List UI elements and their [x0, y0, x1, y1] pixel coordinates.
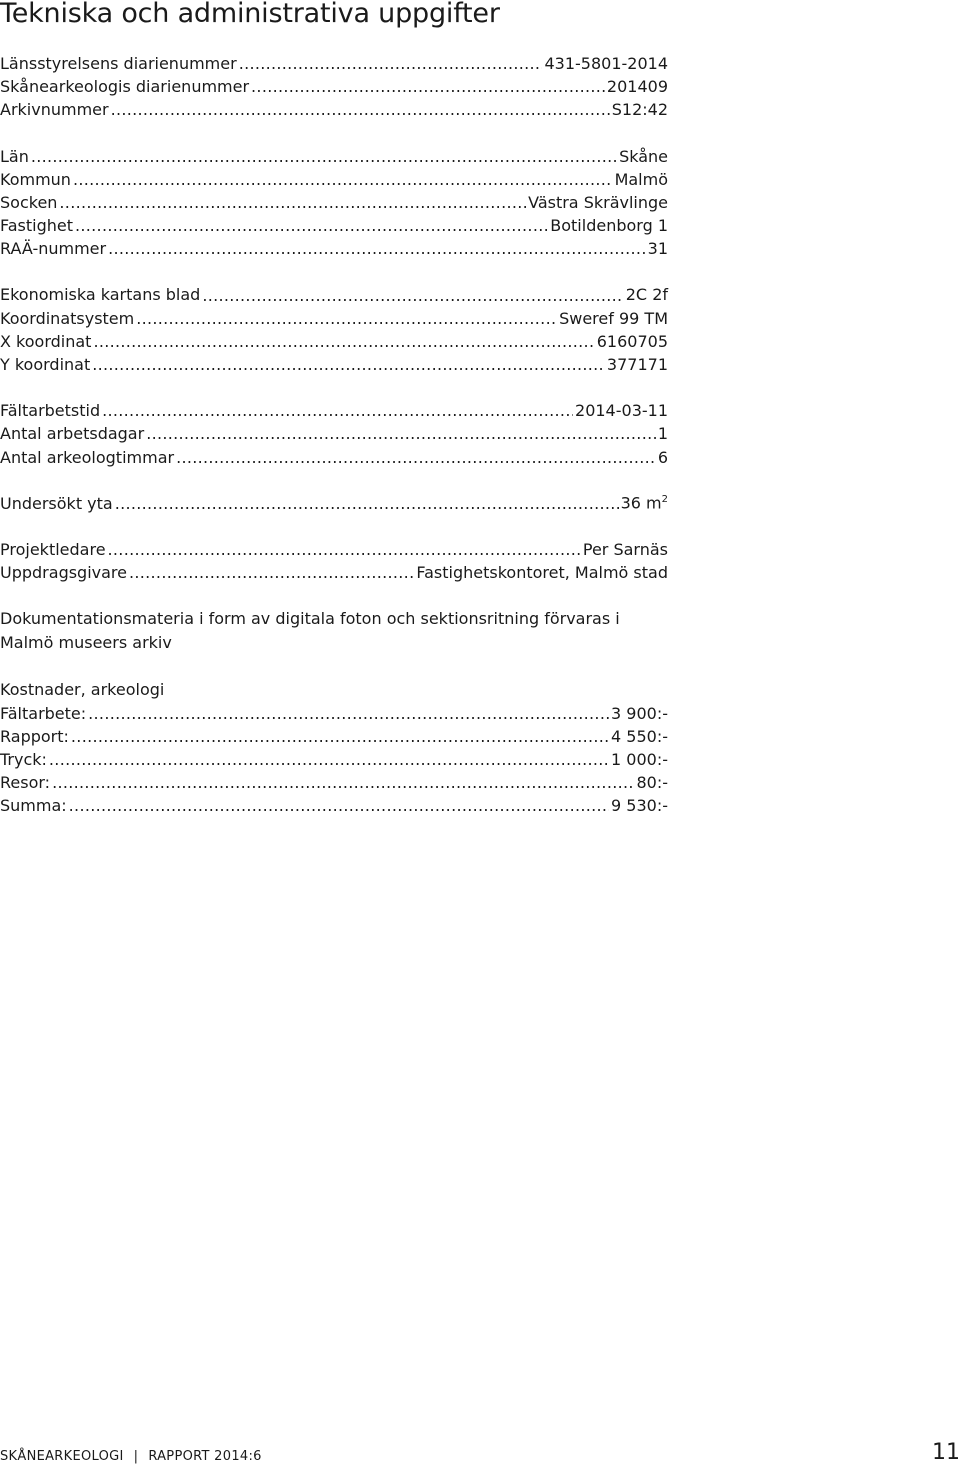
detail-value: Skåne [619, 146, 668, 166]
detail-value: 31 [647, 239, 668, 259]
costs-group [0, 678, 668, 817]
detail-value: 2C 2f [625, 285, 668, 305]
detail-label: Resor: [0, 773, 51, 793]
dot-leader [73, 168, 613, 191]
documentation-note: Dokumentationsmateria i form av digitala foton och sektionsritning förvaras i Malmö museers arkiv [0, 609, 620, 653]
page-title: Tekniska och administrativa uppgifter [0, 0, 500, 29]
detail-label: Y koordinat [0, 355, 91, 375]
detail-group [0, 284, 668, 377]
cost-row [0, 725, 668, 748]
detail-value: 6160705 [596, 331, 668, 351]
detail-value: 201409 [606, 77, 668, 97]
detail-label: Fältarbetstid [0, 401, 101, 421]
detail-group [0, 145, 668, 261]
admin-details [0, 52, 668, 841]
dot-leader [52, 771, 634, 794]
detail-row [0, 52, 668, 75]
cost-row [0, 748, 668, 771]
detail-row [0, 237, 668, 260]
footer [0, 1449, 262, 1464]
costs-heading: Kostnader, arkeologi [0, 680, 165, 700]
detail-label: X koordinat [0, 331, 92, 351]
detail-value: 9 530:- [611, 796, 668, 816]
detail-row [0, 214, 668, 237]
page-number: 11 [932, 1440, 960, 1465]
cost-list [0, 702, 668, 818]
detail-label: Kommun [0, 169, 71, 189]
detail-row [0, 399, 668, 422]
detail-value: 6 [657, 447, 668, 467]
dot-leader [251, 75, 605, 98]
dot-leader [115, 492, 619, 515]
detail-row [0, 307, 668, 330]
detail-label: Länsstyrelsens diarienummer [0, 53, 237, 73]
detail-value: 3 900:- [611, 703, 668, 723]
dot-leader [108, 237, 646, 260]
detail-value: 377171 [606, 355, 668, 375]
detail-value: Fastighetskontoret, Malmö stad [416, 563, 668, 583]
dot-leader [129, 561, 414, 584]
detail-group [0, 52, 668, 122]
detail-label: Summa: [0, 796, 67, 816]
detail-row-client [0, 561, 668, 584]
detail-row [0, 353, 668, 376]
area-group [0, 492, 668, 515]
detail-value: 4 550:- [611, 726, 668, 746]
detail-label: Ekonomiska kartans blad [0, 285, 201, 305]
dot-leader [239, 52, 543, 75]
people-group [0, 538, 668, 584]
footer-report: RAPPORT 2014:6 [148, 1449, 262, 1464]
detail-value: 1 [657, 424, 668, 444]
dot-leader [31, 145, 617, 168]
dot-leader [108, 538, 581, 561]
detail-label: Fastighet [0, 216, 74, 236]
dot-leader [111, 98, 610, 121]
detail-row [0, 446, 668, 469]
cost-row [0, 771, 668, 794]
footer-publisher: SKÅNEARKEOLOGI [0, 1449, 124, 1464]
detail-label: Arkivnummer [0, 100, 109, 120]
detail-label: Koordinatsystem [0, 308, 135, 328]
dot-leader [176, 446, 656, 469]
detail-groups [0, 52, 668, 469]
detail-label: Uppdragsgivare [0, 563, 127, 583]
dot-leader [93, 330, 594, 353]
detail-label: Socken [0, 192, 58, 212]
cost-row [0, 702, 668, 725]
detail-value: Botildenborg 1 [550, 216, 668, 236]
detail-label: RAÄ-nummer [0, 239, 107, 259]
dot-leader [49, 748, 609, 771]
detail-row-area [0, 492, 668, 515]
detail-value: 80:- [636, 773, 668, 793]
detail-label: Antal arbetsdagar [0, 424, 145, 444]
dot-leader [202, 284, 623, 307]
dot-leader [71, 725, 609, 748]
detail-row [0, 284, 668, 307]
detail-row [0, 145, 668, 168]
detail-row [0, 422, 668, 445]
detail-label: Undersökt yta [0, 493, 113, 513]
detail-group [0, 399, 668, 469]
detail-label: Antal arkeologtimmar [0, 447, 175, 467]
footer-separator: | [133, 1449, 139, 1464]
detail-value: 1 000:- [611, 749, 668, 769]
dot-leader [69, 794, 609, 817]
dot-leader [102, 399, 573, 422]
detail-label: Tryck: [0, 749, 47, 769]
dot-leader [75, 214, 548, 237]
dot-leader [88, 702, 609, 725]
detail-value: Per Sarnäs [582, 539, 668, 559]
detail-label: Län [0, 146, 29, 166]
detail-row [0, 168, 668, 191]
detail-value: S12:42 [611, 100, 668, 120]
detail-label: Projektledare [0, 539, 106, 559]
detail-value: Västra Skrävlinge [528, 192, 668, 212]
detail-label: Skånearkeologis diarienummer [0, 77, 250, 97]
detail-value: 431-5801-2014 [544, 53, 668, 73]
unit-exponent: 2 [661, 494, 668, 506]
detail-row [0, 191, 668, 214]
detail-row-project-leader [0, 538, 668, 561]
detail-value: 36 $m^2$ [620, 493, 668, 513]
detail-label: Fältarbete: [0, 703, 87, 723]
dot-leader [146, 422, 656, 445]
dot-leader [92, 353, 605, 376]
dot-leader [136, 307, 557, 330]
detail-row [0, 98, 668, 121]
detail-row [0, 75, 668, 98]
detail-row [0, 330, 668, 353]
detail-value: 2014-03-11 [575, 401, 668, 421]
detail-value: Malmö [614, 169, 668, 189]
cost-row [0, 794, 668, 817]
detail-label: Rapport: [0, 726, 69, 746]
detail-value: Sweref 99 TM [559, 308, 668, 328]
dot-leader [59, 191, 526, 214]
